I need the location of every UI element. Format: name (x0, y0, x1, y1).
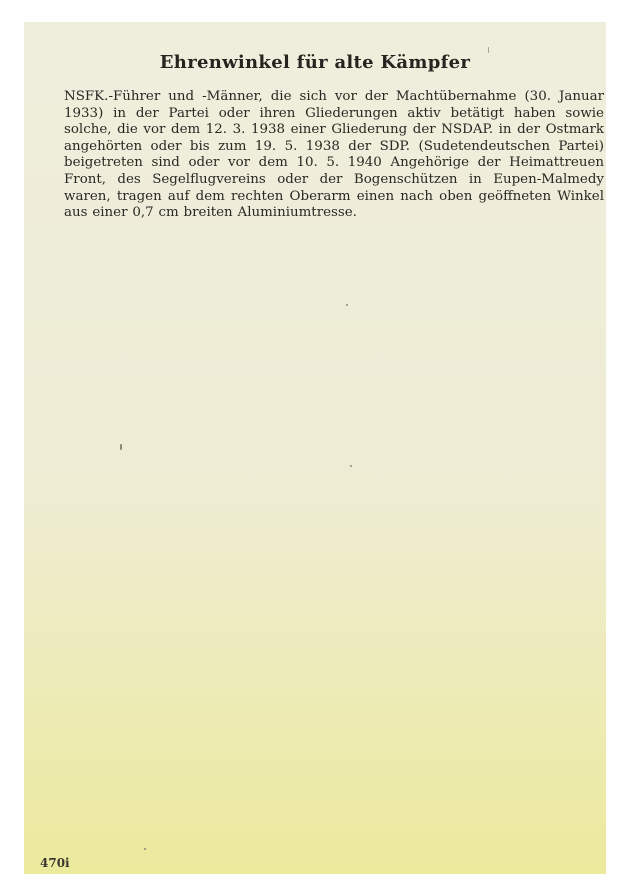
page-title: Ehrenwinkel für alte Kämpfer (159, 52, 471, 73)
body-paragraph: NSFK.-Führer und -Männer, die sich vor der Machtübernahme (30. Januar 1933) in der Partei oder ihren Gliederungen aktiv betätigt haben sowie solche, die vor dem 12. 3. 1938 einer Gliederung der NSDAP. in der Ostmark angehörten oder bis zum 19. 5. 1938 der SDP. (Sudetendeutschen Partei) beigetreten sind oder vor dem 10. 5. 1940 Angehörige der Heimattreuen Front, des Segelflugvereins oder der Bogenschützen in Eupen-Malmedy waren, tragen auf dem rechten Oberarm einen nach oben geöffneten Winkel aus einer 0,7 cm breiten Aluminiumtresse. (64, 89, 604, 221)
page-number: 470i (40, 856, 70, 870)
document-page (24, 22, 606, 874)
paper-speck (120, 444, 122, 450)
paper-speck (488, 47, 489, 53)
paper-speck (350, 465, 352, 467)
paper-speck (346, 304, 348, 306)
paper-speck (144, 848, 146, 850)
